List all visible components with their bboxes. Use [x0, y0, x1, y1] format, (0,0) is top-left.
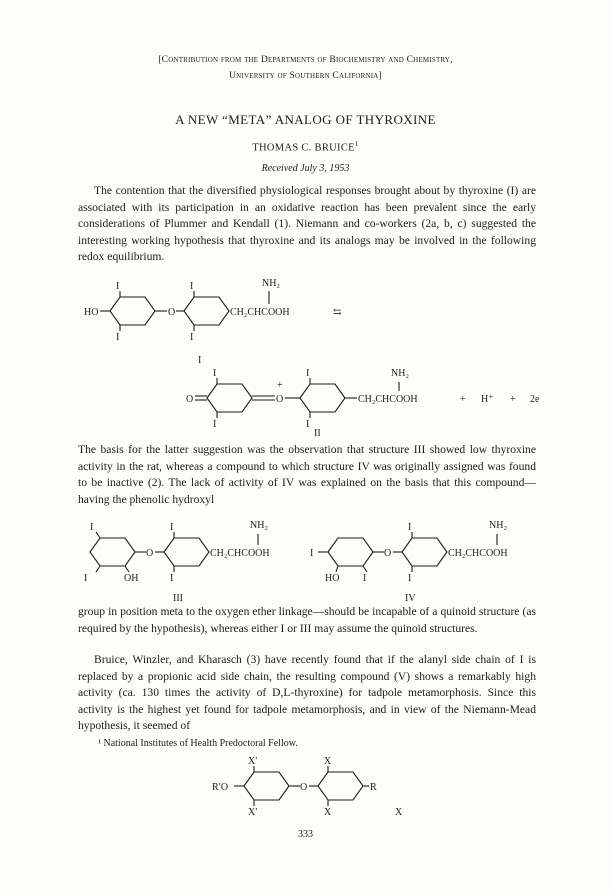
- paper-title: A NEW “META” ANALOG OF THYROXINE: [175, 112, 436, 127]
- received-date: Received July 3, 1953: [261, 163, 350, 174]
- s5-o: O: [300, 782, 308, 793]
- ring-1a: [110, 297, 155, 325]
- s1-i-4: I: [190, 332, 194, 343]
- structure-II: [0, 370, 611, 440]
- paragraph-1: [78, 183, 536, 266]
- s2-plus-1: +: [460, 394, 466, 405]
- s4-i-3: I: [363, 573, 367, 584]
- s5-x-3: X: [395, 807, 403, 818]
- s1-i-1: I: [116, 281, 120, 292]
- s1-nh2: NH₂: [262, 278, 280, 289]
- s5-x-2: X: [324, 807, 332, 818]
- structure-III: [84, 520, 270, 604]
- s4-o: O: [384, 548, 392, 559]
- s4-caption: IV: [405, 593, 416, 604]
- s2-o-left: O: [186, 394, 194, 405]
- structure-IV: [310, 520, 508, 604]
- s5-xp-1: X′: [248, 756, 258, 767]
- s2-plus-2: +: [510, 394, 516, 405]
- ring-2b: [300, 384, 345, 412]
- paragraph-3: [78, 604, 536, 637]
- structure-V: [0, 754, 611, 824]
- s3-o: O: [146, 548, 154, 559]
- s2-i-1: I: [213, 368, 217, 379]
- s4-sidechain: CH₂CHCOOH: [448, 548, 508, 559]
- s2-nh2: NH₂: [391, 368, 409, 379]
- s2-caption: II: [314, 428, 321, 439]
- page-number: 333: [298, 829, 313, 840]
- s5-r: R: [370, 782, 377, 793]
- s2-sidechain: CH₂CHCOOH: [358, 394, 418, 405]
- s2-proton: H⁺: [481, 394, 494, 405]
- s2-electrons: 2e: [530, 394, 540, 405]
- s4-ho: HO: [325, 573, 340, 584]
- s5-ro: R′O: [212, 782, 229, 793]
- author-name: THOMAS C. BRUICE: [252, 142, 355, 154]
- footnote: ¹ National Institutes of Health Predoctoral Fellow.: [98, 738, 298, 749]
- s3-i-1: I: [90, 522, 94, 533]
- s4-nh2: NH₂: [489, 520, 507, 531]
- contribution-header: [0, 52, 611, 84]
- contribution-line-2: University of Southern California]: [229, 70, 382, 81]
- ring-1b: [184, 297, 229, 325]
- s2-i-2: I: [306, 368, 310, 379]
- paragraph-4-text: Bruice, Winzler, and Kharasch (3) have recently found that if the alanyl side chain of I is replaced by a propionic acid side chain, the resulting compound (V) shows a remarkably high activity (ca. 130 times the activity of D,L-thyroxine) for tadpole metamorphosis. Since this activity is the highest yet found for tadpole metamorphosis, and in view of the Niemann-Mead hypothesis, it seemed of: [78, 653, 536, 733]
- paragraph-4: [78, 652, 536, 735]
- s2-plus-charge: +: [277, 380, 283, 391]
- s1-equilibrium: ⇆: [333, 307, 342, 318]
- s5-x-1: X: [324, 756, 332, 767]
- s2-i-4: I: [306, 419, 310, 430]
- s3-sidechain: CH₂CHCOOH: [210, 548, 270, 559]
- s3-oh: OH: [124, 573, 139, 584]
- paragraph-2-text: The basis for the latter suggestion was the observation that structure III showed low thyroxine activity in the rat, whereas a compound to which structure IV was originally assigned was found to be inactive (2). The lack of activity of IV was explained on the basis that this compound—having the phenolic hydroxyl: [78, 443, 536, 506]
- s3-i-4: I: [170, 573, 174, 584]
- s4-i-4: I: [408, 573, 412, 584]
- s1-i-3: I: [116, 332, 120, 343]
- s2-i-3: I: [213, 419, 217, 430]
- ring-2a: [207, 384, 252, 412]
- author-footnote-mark: 1: [354, 140, 359, 148]
- s3-i-2: I: [170, 522, 174, 533]
- paragraph-3-text: group in position meta to the oxygen ether linkage—should be incapable of a quinoid structure (as required by the hypothesis), whereas either I or III may assume the quinoid structures.: [78, 605, 536, 635]
- s1-i-2: I: [190, 281, 194, 292]
- paragraph-1-text: The contention that the diversified physiological responses brought about by thyroxine (I) are associated with its participation in an oxidative reaction has been prevalent since the early considerations of Plummer and Kendall (1). Niemann and co-workers (2a, b, c) suggested the interesting working hypothesis that thyroxine and its analogs may be involved in the following redox equilibrium.: [78, 184, 536, 264]
- structures-III-IV: [0, 516, 611, 604]
- s3-i-3: I: [84, 573, 88, 584]
- author-line: [0, 140, 611, 154]
- s4-i-2: I: [408, 522, 412, 533]
- s3-nh2: NH₂: [250, 520, 268, 531]
- s3-caption: III: [173, 593, 183, 604]
- s1-sidechain: CH₂CHCOOH: [230, 307, 290, 318]
- s1-ho: HO: [84, 307, 99, 318]
- s4-i-1: I: [310, 548, 314, 559]
- s5-xp-2: X′: [248, 807, 258, 818]
- contribution-line-1: [Contribution from the Departments of Biochemistry and Chemistry,: [158, 54, 453, 65]
- paragraph-2: [78, 442, 536, 508]
- s1-o: O: [168, 307, 176, 318]
- structure-I: [0, 278, 611, 366]
- s2-o-mid: O: [276, 394, 284, 405]
- s1-caption: I: [198, 355, 202, 366]
